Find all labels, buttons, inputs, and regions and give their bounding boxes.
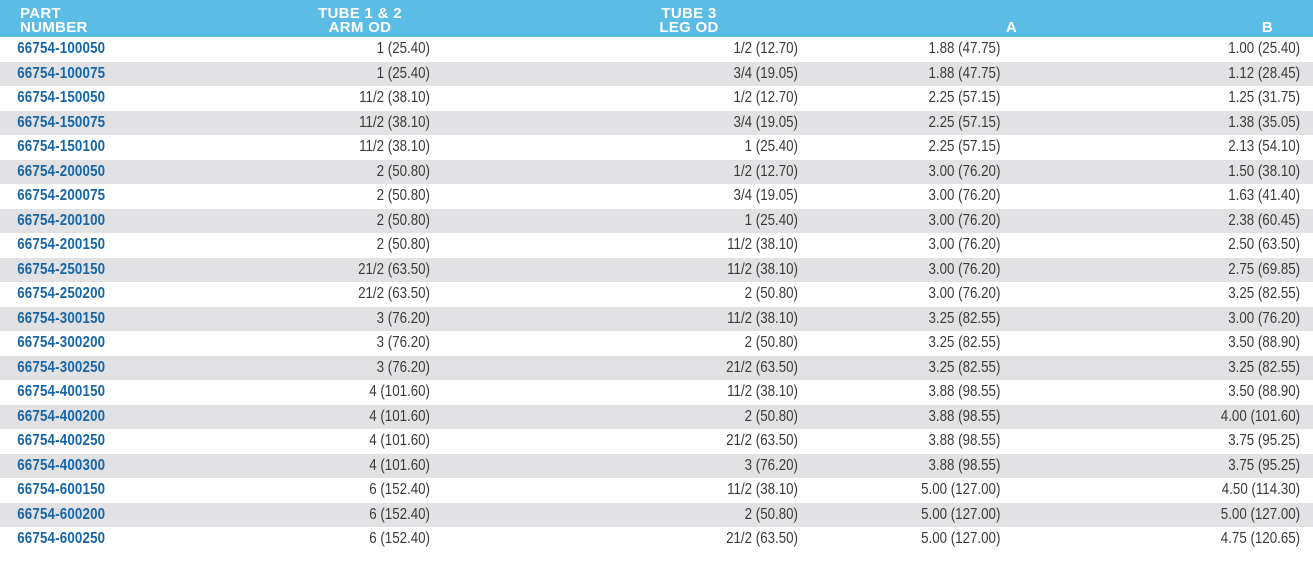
dim-a-cell: 2.25 (57.15) — [928, 113, 1001, 131]
dim-b-cell: 1.50 (38.10) — [1228, 162, 1301, 180]
table-row — [0, 258, 1313, 283]
arm-od-cell: 1 (25.40) — [376, 64, 430, 82]
table-header — [0, 0, 1313, 37]
arm-od-cell: 2 (50.80) — [376, 211, 430, 229]
dim-b-cell: 2.50 (63.50) — [1228, 236, 1301, 254]
dim-a-cell: 3.00 (76.20) — [928, 285, 1001, 303]
arm-od-cell: 11/2 (38.10) — [359, 138, 430, 156]
dim-b-cell: 3.00 (76.20) — [1228, 309, 1301, 327]
dim-a-cell: 1.88 (47.75) — [928, 40, 1001, 58]
col-header-a: A — [1005, 19, 1017, 36]
dim-a-cell: 3.00 (76.20) — [928, 260, 1001, 278]
dim-b-cell: 4.00 (101.60) — [1220, 407, 1301, 425]
part-number-cell: 66754-200050 — [17, 162, 106, 180]
dim-b-cell: 2.13 (54.10) — [1228, 138, 1301, 156]
arm-od-cell: 2 (50.80) — [376, 187, 430, 205]
dim-b-cell: 3.25 (82.55) — [1228, 285, 1301, 303]
dim-b-cell: 5.00 (127.00) — [1220, 505, 1301, 523]
arm-od-cell: 4 (101.60) — [369, 456, 430, 474]
dim-b-cell: 2.38 (60.45) — [1228, 211, 1301, 229]
col-header-part-line1: PART — [20, 5, 61, 22]
table-row — [0, 62, 1313, 87]
leg-od-cell: 1/2 (12.70) — [733, 40, 798, 58]
dim-a-cell: 5.00 (127.00) — [921, 505, 1001, 523]
dim-b-cell: 3.50 (88.90) — [1228, 383, 1301, 401]
table-row — [0, 429, 1313, 454]
col-header-leg-od — [430, 0, 798, 37]
arm-od-cell: 3 (76.20) — [376, 358, 430, 376]
leg-od-cell: 2 (50.80) — [744, 285, 798, 303]
dim-a-cell: 3.88 (98.55) — [928, 383, 1001, 401]
leg-od-cell: 1 (25.40) — [744, 138, 798, 156]
part-number-cell: 66754-300200 — [17, 334, 106, 352]
leg-od-cell: 11/2 (38.10) — [727, 309, 798, 327]
dim-b-cell: 1.00 (25.40) — [1228, 40, 1301, 58]
arm-od-cell: 2 (50.80) — [376, 236, 430, 254]
dim-b-cell: 3.50 (88.90) — [1228, 334, 1301, 352]
dim-a-cell: 3.00 (76.20) — [928, 162, 1001, 180]
part-number-cell: 66754-600250 — [17, 530, 106, 548]
header-row — [0, 0, 1313, 37]
table-row — [0, 331, 1313, 356]
leg-od-cell: 11/2 (38.10) — [727, 236, 798, 254]
part-number-cell: 66754-400200 — [17, 407, 106, 425]
arm-od-cell: 6 (152.40) — [369, 505, 430, 523]
dim-b-cell: 1.63 (41.40) — [1228, 187, 1301, 205]
dim-a-cell: 2.25 (57.15) — [928, 138, 1001, 156]
table-row — [0, 527, 1313, 552]
part-number-cell: 66754-600150 — [17, 481, 106, 499]
dim-a-cell: 3.25 (82.55) — [928, 358, 1001, 376]
table-row — [0, 454, 1313, 479]
dim-a-cell: 3.25 (82.55) — [928, 309, 1001, 327]
arm-od-cell: 4 (101.60) — [369, 407, 430, 425]
dim-b-cell: 3.75 (95.25) — [1228, 456, 1301, 474]
col-header-arm-line2: ARM OD — [328, 19, 392, 36]
dim-b-cell: 1.12 (28.45) — [1228, 64, 1301, 82]
col-header-arm-line1: TUBE 1 & 2 — [318, 5, 402, 22]
leg-od-cell: 21/2 (63.50) — [726, 530, 798, 548]
leg-od-cell: 11/2 (38.10) — [727, 260, 798, 278]
col-header-leg-line1: TUBE 3 — [661, 5, 717, 22]
table-row — [0, 405, 1313, 430]
dim-b-cell: 2.75 (69.85) — [1228, 260, 1301, 278]
leg-od-cell: 1 (25.40) — [744, 211, 798, 229]
table-row — [0, 160, 1313, 185]
table-row — [0, 37, 1313, 62]
col-header-b: B — [1261, 19, 1273, 36]
dim-b-cell: 3.75 (95.25) — [1228, 432, 1301, 450]
arm-od-cell: 11/2 (38.10) — [359, 89, 430, 107]
arm-od-cell: 1 (25.40) — [376, 40, 430, 58]
table-row — [0, 478, 1313, 503]
leg-od-cell: 21/2 (63.50) — [726, 432, 798, 450]
part-number-cell: 66754-150050 — [17, 89, 106, 107]
table-row — [0, 380, 1313, 405]
table-row — [0, 111, 1313, 136]
dim-a-cell: 5.00 (127.00) — [921, 481, 1001, 499]
leg-od-cell: 3/4 (19.05) — [733, 187, 798, 205]
arm-od-cell: 2 (50.80) — [376, 162, 430, 180]
part-number-cell: 66754-100050 — [17, 40, 106, 58]
arm-od-cell: 4 (101.60) — [369, 383, 430, 401]
dim-a-cell: 3.00 (76.20) — [928, 187, 1001, 205]
col-header-arm-od — [220, 0, 430, 37]
dim-a-cell: 3.88 (98.55) — [928, 456, 1001, 474]
leg-od-cell: 21/2 (63.50) — [726, 358, 798, 376]
table-row — [0, 135, 1313, 160]
dim-b-cell: 4.50 (114.30) — [1221, 481, 1301, 499]
part-number-cell: 66754-400150 — [17, 383, 106, 401]
dim-a-cell: 2.25 (57.15) — [928, 89, 1001, 107]
part-number-cell: 66754-300250 — [17, 358, 106, 376]
dim-a-cell: 3.25 (82.55) — [928, 334, 1001, 352]
dim-b-cell: 4.75 (120.65) — [1220, 530, 1301, 548]
dim-a-cell: 1.88 (47.75) — [928, 64, 1001, 82]
part-number-cell: 66754-250200 — [17, 285, 106, 303]
table-body — [0, 37, 1313, 552]
leg-od-cell: 11/2 (38.10) — [727, 481, 798, 499]
arm-od-cell: 3 (76.20) — [376, 334, 430, 352]
dim-b-cell: 3.25 (82.55) — [1228, 358, 1301, 376]
table-row — [0, 356, 1313, 381]
dim-a-cell: 3.88 (98.55) — [928, 432, 1001, 450]
leg-od-cell: 3 (76.20) — [744, 456, 798, 474]
part-number-cell: 66754-600200 — [17, 505, 106, 523]
dim-a-cell: 3.88 (98.55) — [928, 407, 1001, 425]
part-number-cell: 66754-300150 — [17, 309, 106, 327]
part-number-cell: 66754-200100 — [17, 211, 106, 229]
table-row — [0, 233, 1313, 258]
table-row — [0, 503, 1313, 528]
part-number-cell: 66754-250150 — [17, 260, 106, 278]
leg-od-cell: 3/4 (19.05) — [733, 64, 798, 82]
col-header-part-line2: NUMBER — [20, 19, 88, 36]
table-row — [0, 184, 1313, 209]
part-number-cell: 66754-200075 — [17, 187, 106, 205]
part-number-cell: 66754-400300 — [17, 456, 106, 474]
arm-od-cell: 3 (76.20) — [376, 309, 430, 327]
col-header-part-number — [0, 0, 220, 37]
leg-od-cell: 2 (50.80) — [744, 407, 798, 425]
arm-od-cell: 4 (101.60) — [369, 432, 430, 450]
part-number-cell: 66754-200150 — [17, 236, 106, 254]
leg-od-cell: 3/4 (19.05) — [733, 113, 798, 131]
leg-od-cell: 1/2 (12.70) — [733, 162, 798, 180]
dim-b-cell: 1.38 (35.05) — [1228, 113, 1301, 131]
table-row — [0, 307, 1313, 332]
arm-od-cell: 21/2 (63.50) — [358, 285, 430, 303]
arm-od-cell: 11/2 (38.10) — [359, 113, 430, 131]
part-number-cell: 66754-150100 — [17, 138, 106, 156]
leg-od-cell: 11/2 (38.10) — [727, 383, 798, 401]
table-row — [0, 209, 1313, 234]
leg-od-cell: 2 (50.80) — [744, 505, 798, 523]
arm-od-cell: 6 (152.40) — [369, 530, 430, 548]
dim-a-cell: 5.00 (127.00) — [921, 530, 1001, 548]
leg-od-cell: 1/2 (12.70) — [733, 89, 798, 107]
part-number-cell: 66754-100075 — [17, 64, 106, 82]
col-header-leg-line2: LEG OD — [659, 19, 719, 36]
part-number-cell: 66754-150075 — [17, 113, 106, 131]
part-number-cell: 66754-400250 — [17, 432, 106, 450]
dim-b-cell: 1.25 (31.75) — [1228, 89, 1301, 107]
leg-od-cell: 2 (50.80) — [744, 334, 798, 352]
table-row — [0, 86, 1313, 111]
table-row — [0, 282, 1313, 307]
dim-a-cell: 3.00 (76.20) — [928, 211, 1001, 229]
arm-od-cell: 21/2 (63.50) — [358, 260, 430, 278]
arm-od-cell: 6 (152.40) — [369, 481, 430, 499]
dim-a-cell: 3.00 (76.20) — [928, 236, 1001, 254]
